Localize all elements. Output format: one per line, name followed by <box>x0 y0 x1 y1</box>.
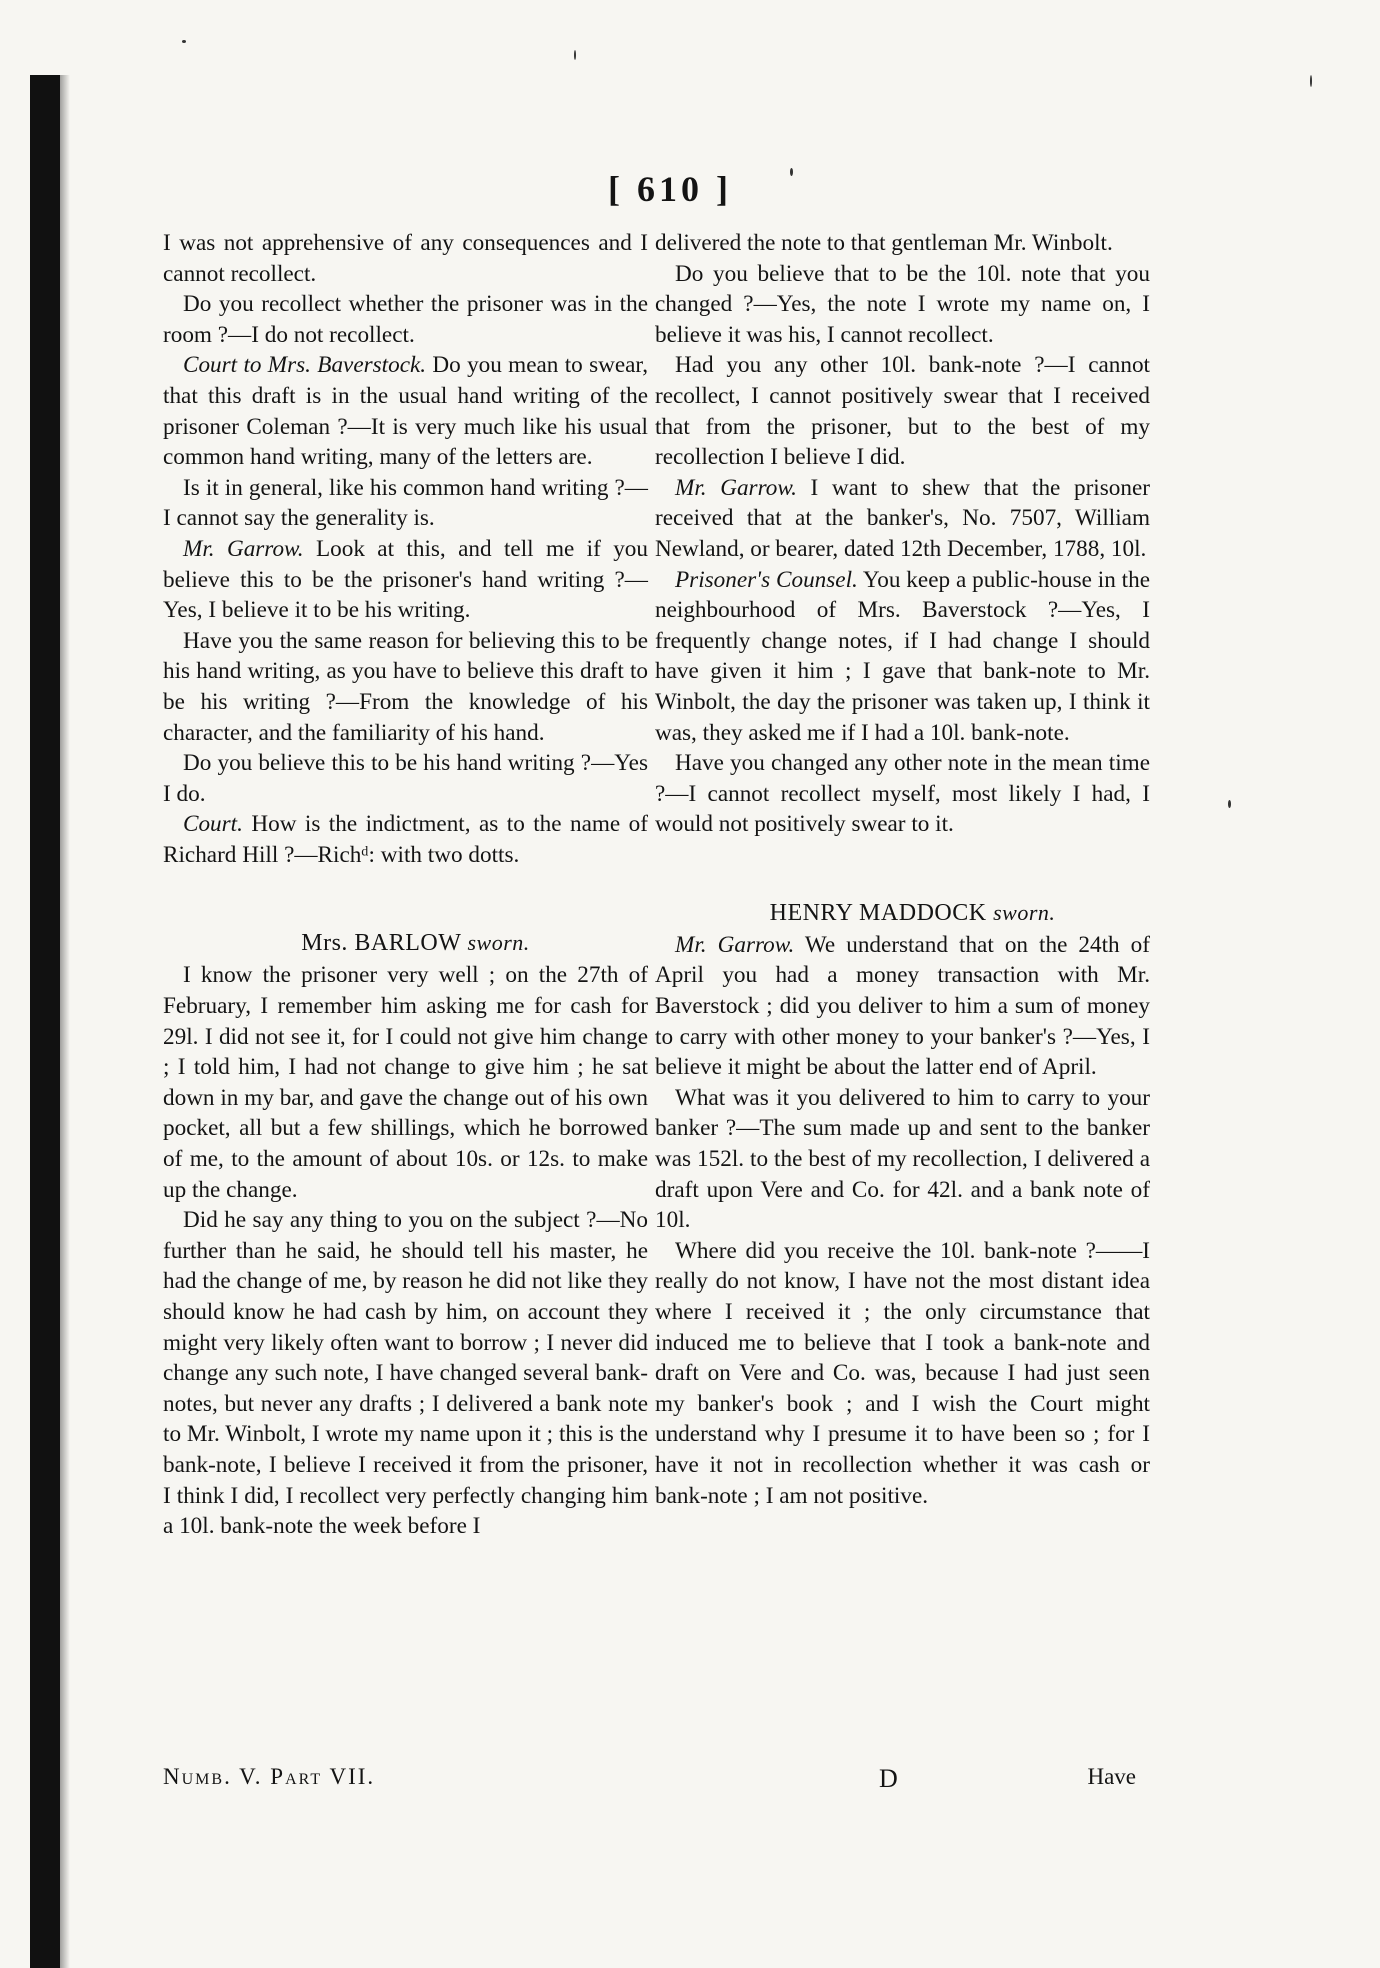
page-footer <box>163 1764 1148 1798</box>
paragraph: Do you recollect whether the prisoner was in the room ?—I do not recollect. <box>163 291 648 348</box>
paragraph: Where did you receive the 10l. bank-note ?——I really do not know, I have not the most distant idea where I received it ; the only circumstance that induced me to believe that I took a bank-note and draft on Vere and Co. was, because I had just seen my banker's book ; and I wish the Court might understand why I presume it to have been so ; for I have it not in recollection whether it was cash or bank-note ; I am not positive. <box>655 1237 1150 1509</box>
paragraph <box>655 565 1150 749</box>
paragraph: Have you the same reason for believing this to be his hand writing, as you have to believe this draft to be his writing ?—From the knowledge of his character, and the familiarity of his hand. <box>163 627 648 746</box>
paragraph: I was not apprehensive of any consequences and I cannot recollect. <box>163 230 648 287</box>
print-speck <box>182 40 186 43</box>
print-speck <box>790 168 793 176</box>
paragraph: Did he say any thing to you on the subject ?—No further than he said, he should tell his master, he had the change of me, by reason he did not like they should know he had cash by him, on account they might very likely often want to borrow ; I never did change any such note, I have changed several bank-notes, but never any drafts ; I delivered a bank note to Mr. Winbolt, I wrote my name upon it ; this is the bank-note, I believe I received it from the prisoner, I think I did, I recollect very perfectly changing him a 10l. bank-note the week before I <box>163 1207 648 1540</box>
signature-mark: D <box>879 1764 898 1793</box>
paragraph <box>163 350 648 472</box>
paragraph-text: How is the indictment, as to the name of Richard Hill ?—Richᵈ: with two dotts. <box>163 811 648 868</box>
sworn-label: sworn. <box>467 930 530 956</box>
paragraph-text: You keep a public-house in the neighbourhood of Mrs. Baverstock ?—Yes, I frequently change notes, if I had change I should have given it him ; I gave that bank-note to Mr. Winbolt, the day the prisoner was taken up, I think it was, they asked me if I had a 10l. bank-note. <box>655 566 1150 746</box>
witness-name: Mrs. BARLOW <box>301 930 461 957</box>
paragraph <box>163 809 648 926</box>
left-column <box>163 228 648 1542</box>
paragraph <box>163 534 648 626</box>
paragraph: Is it in general, like his common hand writing ?—I cannot say the generality is. <box>163 474 648 532</box>
right-column <box>655 228 1150 1511</box>
paragraph: Do you believe that to be the 10l. note that you changed ?—Yes, the note I wrote my name on, I believe it was his, I cannot recollect. <box>655 260 1150 348</box>
print-speck <box>1310 75 1312 87</box>
speaker-label: Court to Mrs. Baverstock. <box>183 352 427 379</box>
paragraph-text: Look at this, and tell me if you believe this to be the prisoner's hand writing ?—Yes, I believe it to be his writing. <box>163 535 648 624</box>
paragraph <box>655 473 1150 565</box>
print-speck <box>1228 800 1231 808</box>
witness-heading <box>163 926 648 960</box>
paragraph: I know the prisoner very well ; on the 27th of February, I remember him asking me for cash for 29l. I did not see it, for I could not give him change ; I told him, I had not change to give him ; he sat down in my bar, and gave the change out of his own pocket, all but a few shillings, which he borrowed of me, to the amount of about 10s. or 12s. to make up the change. <box>163 962 648 1203</box>
witness-heading <box>655 896 1150 930</box>
paragraph <box>655 930 1150 1083</box>
witness-name: HENRY MADDOCK <box>769 899 987 926</box>
paragraph-text: We understand that on the 24th of April you had a money transaction with Mr. Baverstock ; did you deliver to him a sum of money to carry with other money to your banker's ?—Yes, I believe it might be about the latter end of April. <box>655 931 1150 1081</box>
speaker-label: Court. <box>183 811 243 838</box>
spine-gradient <box>60 75 70 1968</box>
page-number: [ 610 ] <box>608 169 732 209</box>
speaker-label: Mr. Garrow. <box>183 535 304 562</box>
signature-line: Numb. V. Part VII. <box>163 1764 376 1789</box>
speaker-label: Mr. Garrow. <box>675 474 797 501</box>
paragraph-text: I want to shew that the prisoner received that at the banker's, No. 7507, William Newland, or bearer, dated 12th December, 1788, 10l. <box>655 474 1150 562</box>
paragraph: Had you any other 10l. bank-note ?—I cannot recollect, I cannot positively swear that I received that from the prisoner, but to the best of my recollection I believe I did. <box>655 352 1150 471</box>
speaker-label: Mr. Garrow. <box>675 931 795 958</box>
paragraph: Do you believe this to be his hand writing ?—Yes I do. <box>163 750 648 807</box>
paragraph: delivered the note to that gentleman Mr. Winbolt. <box>655 230 1113 256</box>
paragraph-text: Do you mean to swear, that this draft is in the usual hand writing of the prisoner Coleman ?—It is very much like his usual common hand writing, many of the letters are. <box>163 352 649 471</box>
catchword: Have <box>1087 1764 1136 1789</box>
print-speck <box>574 50 576 60</box>
book-spine-shadow <box>30 75 60 1968</box>
speaker-label: Prisoner's Counsel. <box>675 566 858 593</box>
paragraph: What was it you delivered to him to carry to your banker ?—The sum made up and sent to the banker was 152l. to the best of my recollection, I delivered a draft upon Vere and Co. for 42l. and a bank note of 10l. <box>655 1084 1150 1234</box>
paragraph: Have you changed any other note in the mean time ?—I cannot recollect myself, most likely I had, I would not positively swear to it. <box>655 750 1150 838</box>
sworn-label: sworn. <box>993 899 1056 925</box>
